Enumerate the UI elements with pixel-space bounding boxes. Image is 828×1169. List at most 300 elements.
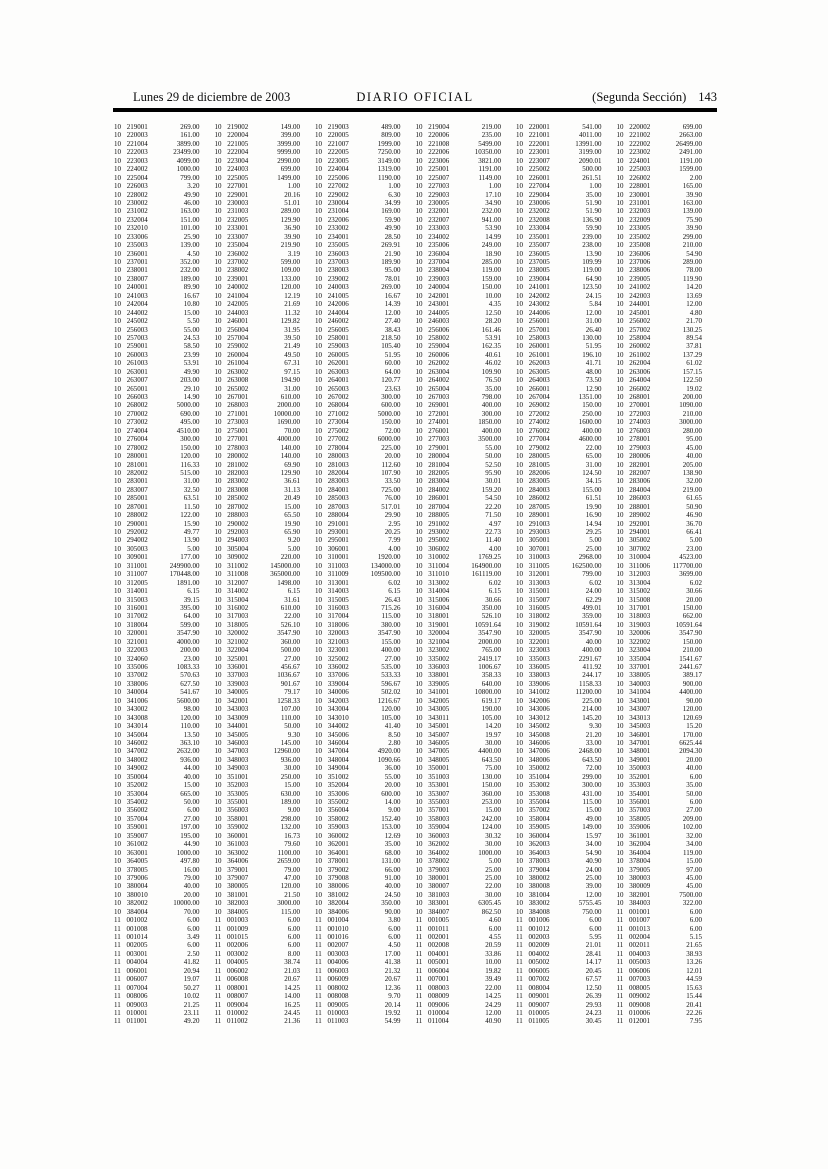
value-cell: 285.00 — [481, 258, 501, 266]
tariff-entry — [215, 250, 316, 258]
tariff-entry — [114, 849, 215, 857]
value-cell: 497.80 — [180, 857, 200, 866]
value-cell: 400.00 — [381, 646, 401, 655]
value-cell: 30.45 — [585, 1017, 602, 1026]
tariff-entry — [416, 570, 517, 578]
tariff-entry — [617, 486, 718, 494]
tariff-entry — [617, 714, 718, 722]
code-cell: 10 335002 — [415, 654, 450, 663]
code-cell: 10 274003 — [616, 418, 651, 427]
value-cell: 220.00 — [280, 553, 300, 562]
code-cell: 11 006007 — [114, 975, 148, 984]
tariff-entry — [516, 612, 617, 620]
value-cell: 4000.00 — [176, 637, 200, 646]
value-cell: 132.00 — [280, 823, 300, 832]
value-cell: 32.00 — [686, 831, 702, 840]
value-cell: 4.50 — [388, 941, 401, 950]
tariff-entry — [215, 764, 316, 772]
code-cell: 11 001009 — [214, 924, 248, 933]
code-cell: 10 230005 — [415, 198, 450, 207]
code-cell: 10 315002 — [616, 587, 651, 596]
value-cell: 12.69 — [384, 831, 401, 840]
code-cell: 10 256001 — [516, 317, 550, 326]
value-cell: 30.00 — [284, 764, 300, 773]
code-cell: 10 346006 — [516, 738, 550, 747]
code-cell: 10 342006 — [516, 696, 550, 705]
value-cell: 22.26 — [686, 1008, 702, 1017]
value-cell: 31.00 — [585, 317, 602, 326]
code-cell: 10 235007 — [516, 241, 550, 250]
tariff-entry — [416, 359, 517, 367]
tariff-entry — [617, 891, 718, 899]
value-cell: 4.97 — [488, 519, 501, 528]
code-cell: 10 265003 — [315, 384, 349, 393]
tariff-entry — [416, 216, 517, 224]
value-cell: 6625.44 — [679, 738, 702, 747]
value-cell: 91.00 — [384, 873, 401, 882]
code-cell: 10 224004 — [315, 165, 349, 174]
value-cell: 71.50 — [485, 511, 501, 520]
code-cell: 10 364006 — [214, 857, 249, 866]
value-cell: 20.00 — [384, 781, 401, 790]
value-cell: 35.00 — [485, 384, 501, 393]
value-cell: 239.00 — [582, 232, 602, 241]
value-cell: 1769.25 — [478, 553, 501, 562]
tariff-entry — [114, 857, 215, 865]
tariff-entry — [617, 140, 718, 148]
value-cell: 4000.00 — [277, 435, 300, 444]
code-cell: 10 232004 — [114, 215, 148, 224]
code-cell: 10 381004 — [516, 890, 550, 899]
code-cell: 10 232009 — [616, 215, 651, 224]
code-cell: 10 335003 — [516, 654, 550, 663]
value-cell: 2419.17 — [478, 654, 501, 663]
tariff-entry — [617, 266, 718, 274]
value-cell: 107.90 — [381, 468, 401, 477]
tariff-entry — [215, 587, 316, 595]
value-cell: 138.90 — [682, 468, 702, 477]
code-cell: 10 319001 — [415, 620, 450, 629]
code-cell: 10 264003 — [516, 376, 550, 385]
value-cell: 1191.00 — [478, 165, 501, 174]
tariff-entry — [617, 596, 718, 604]
value-cell: 662.00 — [682, 612, 702, 621]
code-cell: 10 282004 — [315, 468, 349, 477]
tariff-entry — [114, 722, 215, 730]
value-cell: 140.00 — [280, 452, 300, 461]
value-cell: 70.00 — [183, 907, 200, 916]
tariff-entry — [215, 351, 316, 359]
code-cell: 10 305001 — [516, 536, 550, 545]
code-cell: 11 009008 — [616, 1000, 650, 1009]
code-cell: 11 012001 — [616, 1017, 650, 1026]
code-cell: 10 336005 — [516, 663, 550, 671]
code-cell: 10 361002 — [114, 840, 148, 849]
tariff-entry — [617, 756, 718, 764]
code-cell: 10 379002 — [315, 865, 349, 874]
code-cell: 10 293003 — [516, 528, 550, 536]
code-cell: 10 309002 — [214, 553, 249, 562]
code-cell: 11 002005 — [114, 941, 148, 950]
code-cell: 10 231004 — [315, 207, 349, 216]
code-cell: 10 343006 — [516, 705, 550, 714]
value-cell: 232.00 — [180, 266, 200, 275]
value-cell: 25.90 — [183, 232, 200, 241]
code-cell: 10 348005 — [415, 755, 450, 764]
tariff-entry — [617, 941, 718, 949]
tariff-entry — [416, 123, 517, 131]
value-cell: 52.50 — [485, 460, 501, 469]
table-row — [114, 731, 717, 739]
code-cell: 10 243002 — [516, 300, 550, 309]
tariff-entry — [315, 604, 416, 612]
code-cell: 10 257004 — [214, 333, 249, 342]
tariff-entry — [215, 444, 316, 452]
code-cell: 10 277004 — [516, 435, 550, 444]
code-cell: 10 336001 — [214, 663, 249, 671]
tariff-entry — [516, 216, 617, 224]
tariff-entry — [114, 317, 215, 325]
tariff-entry — [315, 992, 416, 1000]
tariff-entry — [114, 764, 215, 772]
code-cell: 10 279003 — [616, 443, 651, 452]
value-cell: 12.36 — [384, 983, 401, 992]
tariff-entry — [114, 587, 215, 595]
value-cell: 119.90 — [683, 274, 702, 283]
code-cell: 10 263006 — [616, 367, 651, 376]
tariff-entry — [315, 401, 416, 409]
tariff-entry — [215, 418, 316, 426]
code-cell: 10 343004 — [315, 705, 349, 714]
tariff-entry — [516, 646, 617, 654]
value-cell: 3999.00 — [277, 139, 300, 148]
code-cell: 10 364003 — [516, 848, 550, 857]
tariff-entry — [215, 714, 316, 722]
code-cell: 10 278003 — [214, 443, 249, 452]
tariff-entry — [315, 764, 416, 772]
code-cell: 10 315007 — [516, 595, 550, 604]
code-cell: 10 341004 — [616, 688, 651, 697]
tariff-entry — [215, 646, 316, 654]
value-cell: 300.00 — [481, 409, 501, 418]
tariff-entry — [215, 275, 316, 283]
code-cell: 10 246002 — [315, 317, 349, 326]
code-cell: 10 314001 — [114, 587, 148, 596]
tariff-entry — [416, 562, 517, 570]
tariff-entry — [315, 123, 416, 131]
code-cell: 10 337006 — [315, 671, 349, 680]
tariff-entry — [215, 806, 316, 814]
value-cell: 51.90 — [585, 207, 602, 216]
tariff-entry — [114, 562, 215, 570]
code-cell: 10 381003 — [415, 890, 450, 899]
value-cell: 12.90 — [585, 384, 602, 393]
code-cell: 10 345005 — [214, 730, 249, 739]
tariff-entry — [516, 1009, 617, 1017]
tariff-entry — [215, 570, 316, 578]
code-cell: 11 001008 — [114, 924, 148, 933]
value-cell: 24.00 — [585, 587, 602, 596]
tariff-entry — [114, 536, 215, 544]
code-cell: 10 344002 — [315, 722, 349, 731]
tariff-entry — [215, 326, 316, 334]
tariff-entry — [617, 241, 718, 249]
tariff-entry — [617, 899, 718, 907]
tariff-entry — [215, 874, 316, 882]
tariff-entry — [516, 967, 617, 975]
value-cell: 194.90 — [280, 376, 300, 385]
code-cell: 10 284001 — [315, 485, 349, 494]
tariff-entry — [215, 899, 316, 907]
value-cell: 15.00 — [183, 781, 200, 790]
value-cell: 14.25 — [485, 992, 501, 1001]
value-cell: 12.01 — [686, 966, 702, 975]
value-cell: 725.00 — [381, 485, 401, 494]
tariff-entry — [315, 747, 416, 755]
value-cell: 214.00 — [582, 705, 602, 714]
table-row — [114, 266, 717, 274]
tariff-entry — [617, 511, 718, 519]
code-cell: 10 318005 — [214, 620, 249, 629]
code-cell: 10 313004 — [616, 578, 651, 587]
tariff-entry — [617, 882, 718, 890]
code-cell: 10 232006 — [315, 215, 349, 224]
code-cell: 10 235004 — [214, 241, 249, 250]
code-cell: 10 384004 — [114, 907, 148, 916]
code-cell: 10 280006 — [616, 452, 651, 461]
tariff-entry — [416, 798, 517, 806]
code-cell: 10 257001 — [516, 325, 550, 334]
code-cell: 10 288001 — [616, 502, 651, 511]
code-cell: 10 263008 — [214, 376, 249, 385]
value-cell: 1351.00 — [578, 393, 602, 401]
value-cell: 619.17 — [481, 696, 501, 705]
value-cell: 29.93 — [585, 1000, 602, 1009]
tariff-entry — [114, 1017, 215, 1025]
value-cell: 34.00 — [585, 840, 602, 849]
tariff-entry — [516, 385, 617, 393]
code-cell: 10 239002 — [315, 274, 349, 283]
tariff-entry — [617, 722, 718, 730]
code-cell: 10 356001 — [616, 798, 651, 806]
code-cell: 10 343010 — [315, 713, 349, 722]
code-cell: 10 349002 — [114, 764, 148, 773]
code-cell: 10 287002 — [214, 502, 249, 511]
code-cell: 10 346002 — [114, 738, 148, 747]
value-cell: 219.00 — [481, 123, 501, 131]
value-cell: 941.00 — [481, 215, 501, 224]
value-cell: 4.00 — [388, 544, 401, 553]
value-cell: 12.50 — [485, 308, 501, 317]
tariff-entry — [617, 680, 718, 688]
value-cell: 5.00 — [187, 544, 200, 553]
code-cell: 10 286003 — [616, 494, 651, 503]
code-cell: 10 344001 — [214, 722, 249, 731]
value-cell: 12960.00 — [273, 747, 300, 756]
tariff-entry — [416, 882, 517, 890]
value-cell: 14.25 — [284, 983, 300, 992]
code-cell: 10 361001 — [616, 831, 651, 840]
value-cell: 44.00 — [183, 764, 200, 773]
value-cell: 3899.00 — [176, 139, 200, 148]
tariff-entry — [114, 250, 215, 258]
code-cell: 10 261001 — [516, 350, 550, 359]
table-row — [114, 258, 717, 266]
table-row — [114, 435, 717, 443]
code-cell: 10 322001 — [516, 637, 550, 646]
value-cell: 161.00 — [180, 131, 200, 140]
code-cell: 11 006003 — [315, 966, 349, 975]
tariff-entry — [416, 629, 517, 637]
value-cell: 110.00 — [180, 722, 200, 731]
value-cell: 55.00 — [384, 772, 401, 781]
tariff-entry — [617, 798, 718, 806]
value-cell: 389.17 — [682, 671, 702, 680]
tariff-entry — [315, 503, 416, 511]
code-cell: 10 219003 — [315, 123, 349, 131]
value-cell: 358.33 — [481, 671, 501, 680]
tariff-entry — [215, 452, 316, 460]
table-row — [114, 427, 717, 435]
tariff-entry — [516, 739, 617, 747]
value-cell: 62.29 — [585, 595, 602, 604]
tariff-entry — [617, 840, 718, 848]
tariff-entry — [516, 1001, 617, 1009]
code-cell: 10 336003 — [415, 663, 450, 671]
tariff-entry — [315, 528, 416, 536]
table-row — [114, 671, 717, 679]
code-cell: 10 356002 — [114, 806, 148, 815]
code-cell: 10 232010 — [114, 224, 148, 233]
code-cell: 10 244002 — [114, 308, 148, 317]
code-cell: 10 221002 — [616, 131, 651, 140]
tariff-entry — [114, 359, 215, 367]
code-cell: 10 225006 — [315, 173, 349, 182]
code-cell: 10 289001 — [516, 511, 550, 520]
tariff-entry — [315, 790, 416, 798]
value-cell: 1920.00 — [377, 553, 401, 562]
code-cell: 10 272003 — [616, 409, 651, 418]
tariff-entry — [215, 461, 316, 469]
tariff-entry — [114, 579, 215, 587]
value-cell: 5.00 — [488, 857, 501, 866]
code-cell: 10 384007 — [415, 907, 450, 916]
value-cell: 3149.00 — [377, 156, 401, 165]
tariff-entry — [315, 477, 416, 485]
code-cell: 10 343012 — [516, 713, 550, 722]
value-cell: 23.63 — [384, 384, 401, 393]
code-cell: 10 352001 — [616, 772, 651, 781]
code-cell: 10 235003 — [114, 241, 148, 250]
code-cell: 10 268002 — [114, 401, 148, 410]
tariff-entry — [617, 849, 718, 857]
tariff-entry — [416, 579, 517, 587]
value-cell: 31.61 — [284, 595, 300, 604]
tariff-entry — [416, 131, 517, 139]
tariff-entry — [315, 798, 416, 806]
code-cell: 10 245001 — [616, 308, 651, 317]
tariff-entry — [315, 587, 416, 595]
tariff-entry — [215, 401, 316, 409]
value-cell: 14.20 — [686, 283, 702, 292]
code-cell: 11 008004 — [516, 983, 550, 992]
code-cell: 10 279002 — [516, 443, 550, 452]
code-cell: 10 278001 — [616, 435, 651, 444]
value-cell: 41.40 — [384, 722, 401, 731]
code-cell: 10 239005 — [616, 274, 651, 283]
tariff-entry — [416, 790, 517, 798]
tariff-entry — [215, 283, 316, 291]
table-row — [114, 1001, 717, 1009]
code-cell: 11 010005 — [516, 1008, 550, 1017]
code-cell: 10 259004 — [415, 342, 450, 351]
value-cell: 90.00 — [686, 696, 702, 705]
code-cell: 10 352003 — [214, 781, 249, 790]
code-cell: 10 271002 — [315, 409, 349, 418]
table-row — [114, 823, 717, 831]
code-cell: 10 311009 — [315, 570, 349, 579]
tariff-entry — [114, 224, 215, 232]
value-cell: 39.90 — [686, 190, 702, 199]
tariff-entry — [114, 714, 215, 722]
code-cell: 10 382002 — [114, 899, 148, 908]
tariff-entry — [416, 165, 517, 173]
value-cell: 21.36 — [284, 1017, 300, 1026]
table-row — [114, 486, 717, 494]
value-cell: 197.00 — [180, 823, 200, 832]
value-cell: 161119.00 — [471, 570, 501, 579]
tariff-entry — [416, 435, 517, 443]
value-cell: 21.70 — [686, 317, 702, 326]
tariff-entry — [416, 891, 517, 899]
value-cell: 900.00 — [682, 679, 702, 688]
code-cell: 10 323001 — [315, 646, 349, 655]
code-cell: 10 241001 — [516, 283, 550, 292]
tariff-entry — [516, 511, 617, 519]
code-cell: 10 285003 — [315, 494, 349, 503]
code-cell: 10 351001 — [214, 772, 249, 781]
code-cell: 11 008007 — [214, 992, 248, 1001]
value-cell: 596.67 — [381, 679, 401, 688]
tariff-entry — [315, 722, 416, 730]
value-cell: 3547.90 — [176, 629, 200, 638]
value-cell: 7250.00 — [377, 148, 401, 157]
value-cell: 15.00 — [686, 857, 702, 866]
value-cell: 61.65 — [686, 494, 702, 503]
value-cell: 50.27 — [183, 983, 200, 992]
value-cell: 31.13 — [284, 485, 300, 494]
code-cell: 10 342003 — [315, 696, 349, 705]
value-cell: 50.00 — [686, 789, 702, 798]
value-cell: 20.41 — [686, 1000, 702, 1009]
tariff-entry — [516, 747, 617, 755]
code-cell: 10 274004 — [114, 426, 148, 435]
value-cell: 120.00 — [682, 705, 702, 714]
value-cell: 298.00 — [280, 814, 300, 823]
code-cell: 10 270001 — [616, 401, 651, 410]
table-row — [114, 469, 717, 477]
tariff-entry — [215, 925, 316, 933]
value-cell: 59.90 — [585, 224, 602, 233]
value-cell: 90.00 — [384, 907, 401, 916]
tariff-entry — [114, 477, 215, 485]
value-cell: 34.90 — [485, 198, 501, 207]
value-cell: 235.00 — [481, 131, 501, 140]
value-cell: 209.00 — [682, 814, 702, 823]
value-cell: 456.67 — [280, 663, 300, 671]
value-cell: 20.00 — [384, 452, 401, 461]
tariff-entry — [416, 764, 517, 772]
